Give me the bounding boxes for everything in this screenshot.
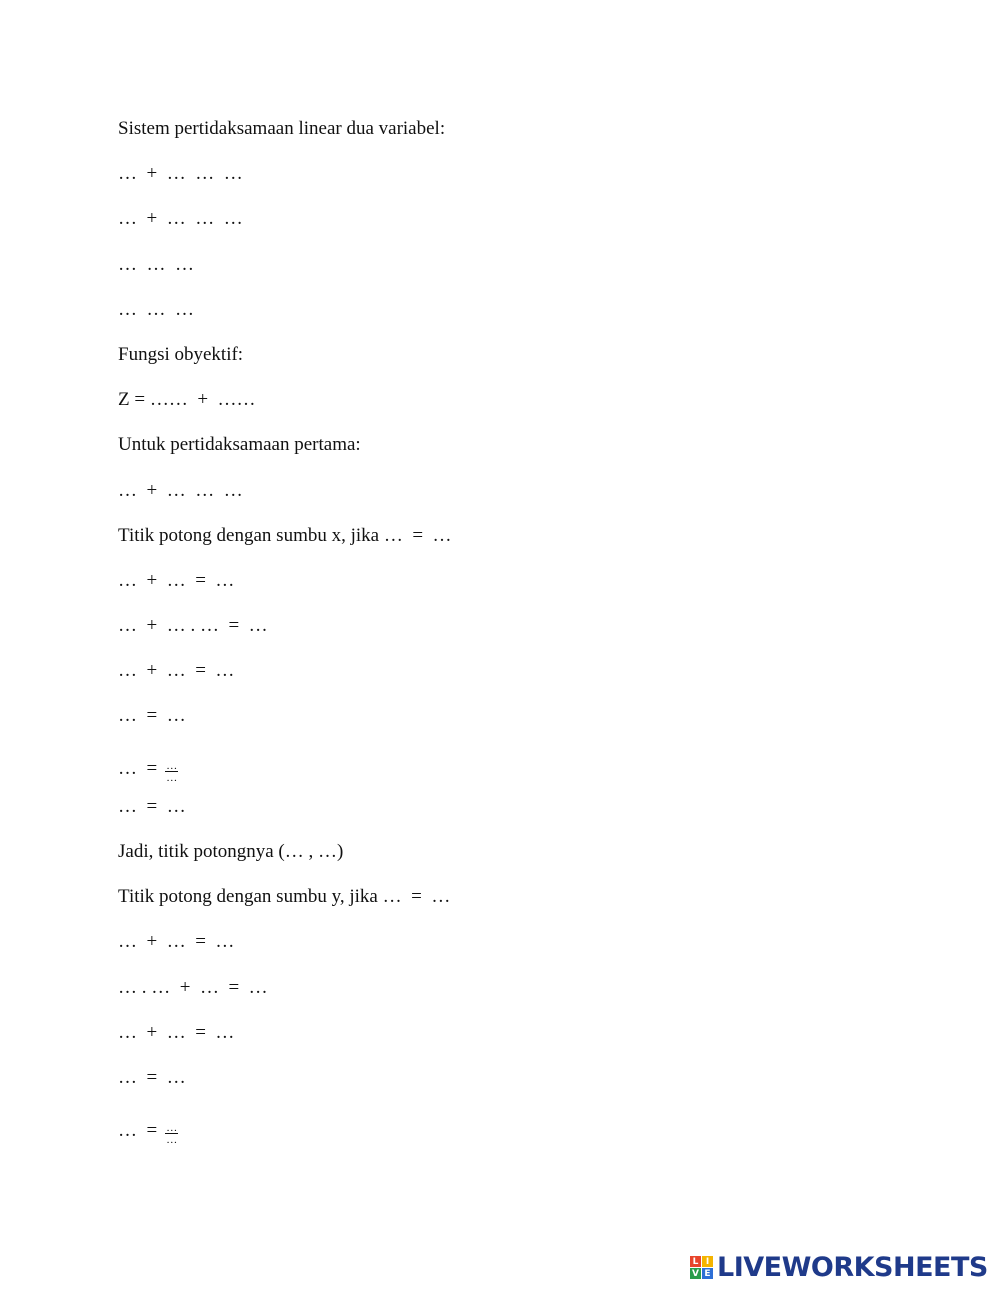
blank-line: … . … + … = … [118,976,268,998]
fraction-line [118,747,878,792]
fraction-numerator: … [166,1121,178,1134]
blank-line: … + … … … [118,208,243,230]
blank-line: … + … = … [118,931,235,953]
fraction [165,1123,178,1145]
fraction-lhs: … = [118,758,158,780]
fraction-lhs: … = [118,1119,158,1141]
heading-system: Sistem pertidaksamaan linear dua variabel: [118,118,446,139]
logo-mark-icon [690,1256,713,1279]
blank-line: … + … . … = … [118,615,268,637]
worksheet-body [118,114,878,1153]
fraction-denominator: … [166,1133,178,1146]
logo-letter: I [702,1256,713,1267]
blank-line: … … … [118,298,194,320]
logo-letter: V [690,1268,701,1279]
blank-line: … + … = … [118,1021,235,1043]
fraction-line [118,1108,878,1153]
heading-x-intercept: Titik potong dengan sumbu x, jika … = … [118,524,452,546]
conclusion-x-intercept: Jadi, titik potongnya (… , …) [118,841,344,862]
heading-first-inequality: Untuk pertidaksamaan pertama: [118,434,361,456]
liveworksheets-logo [690,1252,988,1283]
blank-line: … … … [118,253,194,275]
logo-letter: L [690,1256,701,1267]
heading-objective: Fungsi obyektif: [118,343,244,365]
fraction-denominator: … [166,772,178,785]
heading-y-intercept: Titik potong dengan sumbu y, jika … = … [118,886,451,908]
blank-line: … = … [118,705,186,727]
blank-line: … + … … … [118,163,243,185]
blank-line: Z = …… + …… [118,389,256,411]
blank-line: … = … [118,795,186,817]
blank-line: … + … … … [118,479,243,501]
fraction [165,761,178,783]
fraction-numerator: … [166,760,178,773]
blank-line: … + … = … [118,569,235,591]
blank-line: … = … [118,1066,186,1088]
brand-wordmark: LIVEWORKSHEETS [717,1252,988,1283]
blank-line: … + … = … [118,660,235,682]
logo-letter: E [702,1268,713,1279]
